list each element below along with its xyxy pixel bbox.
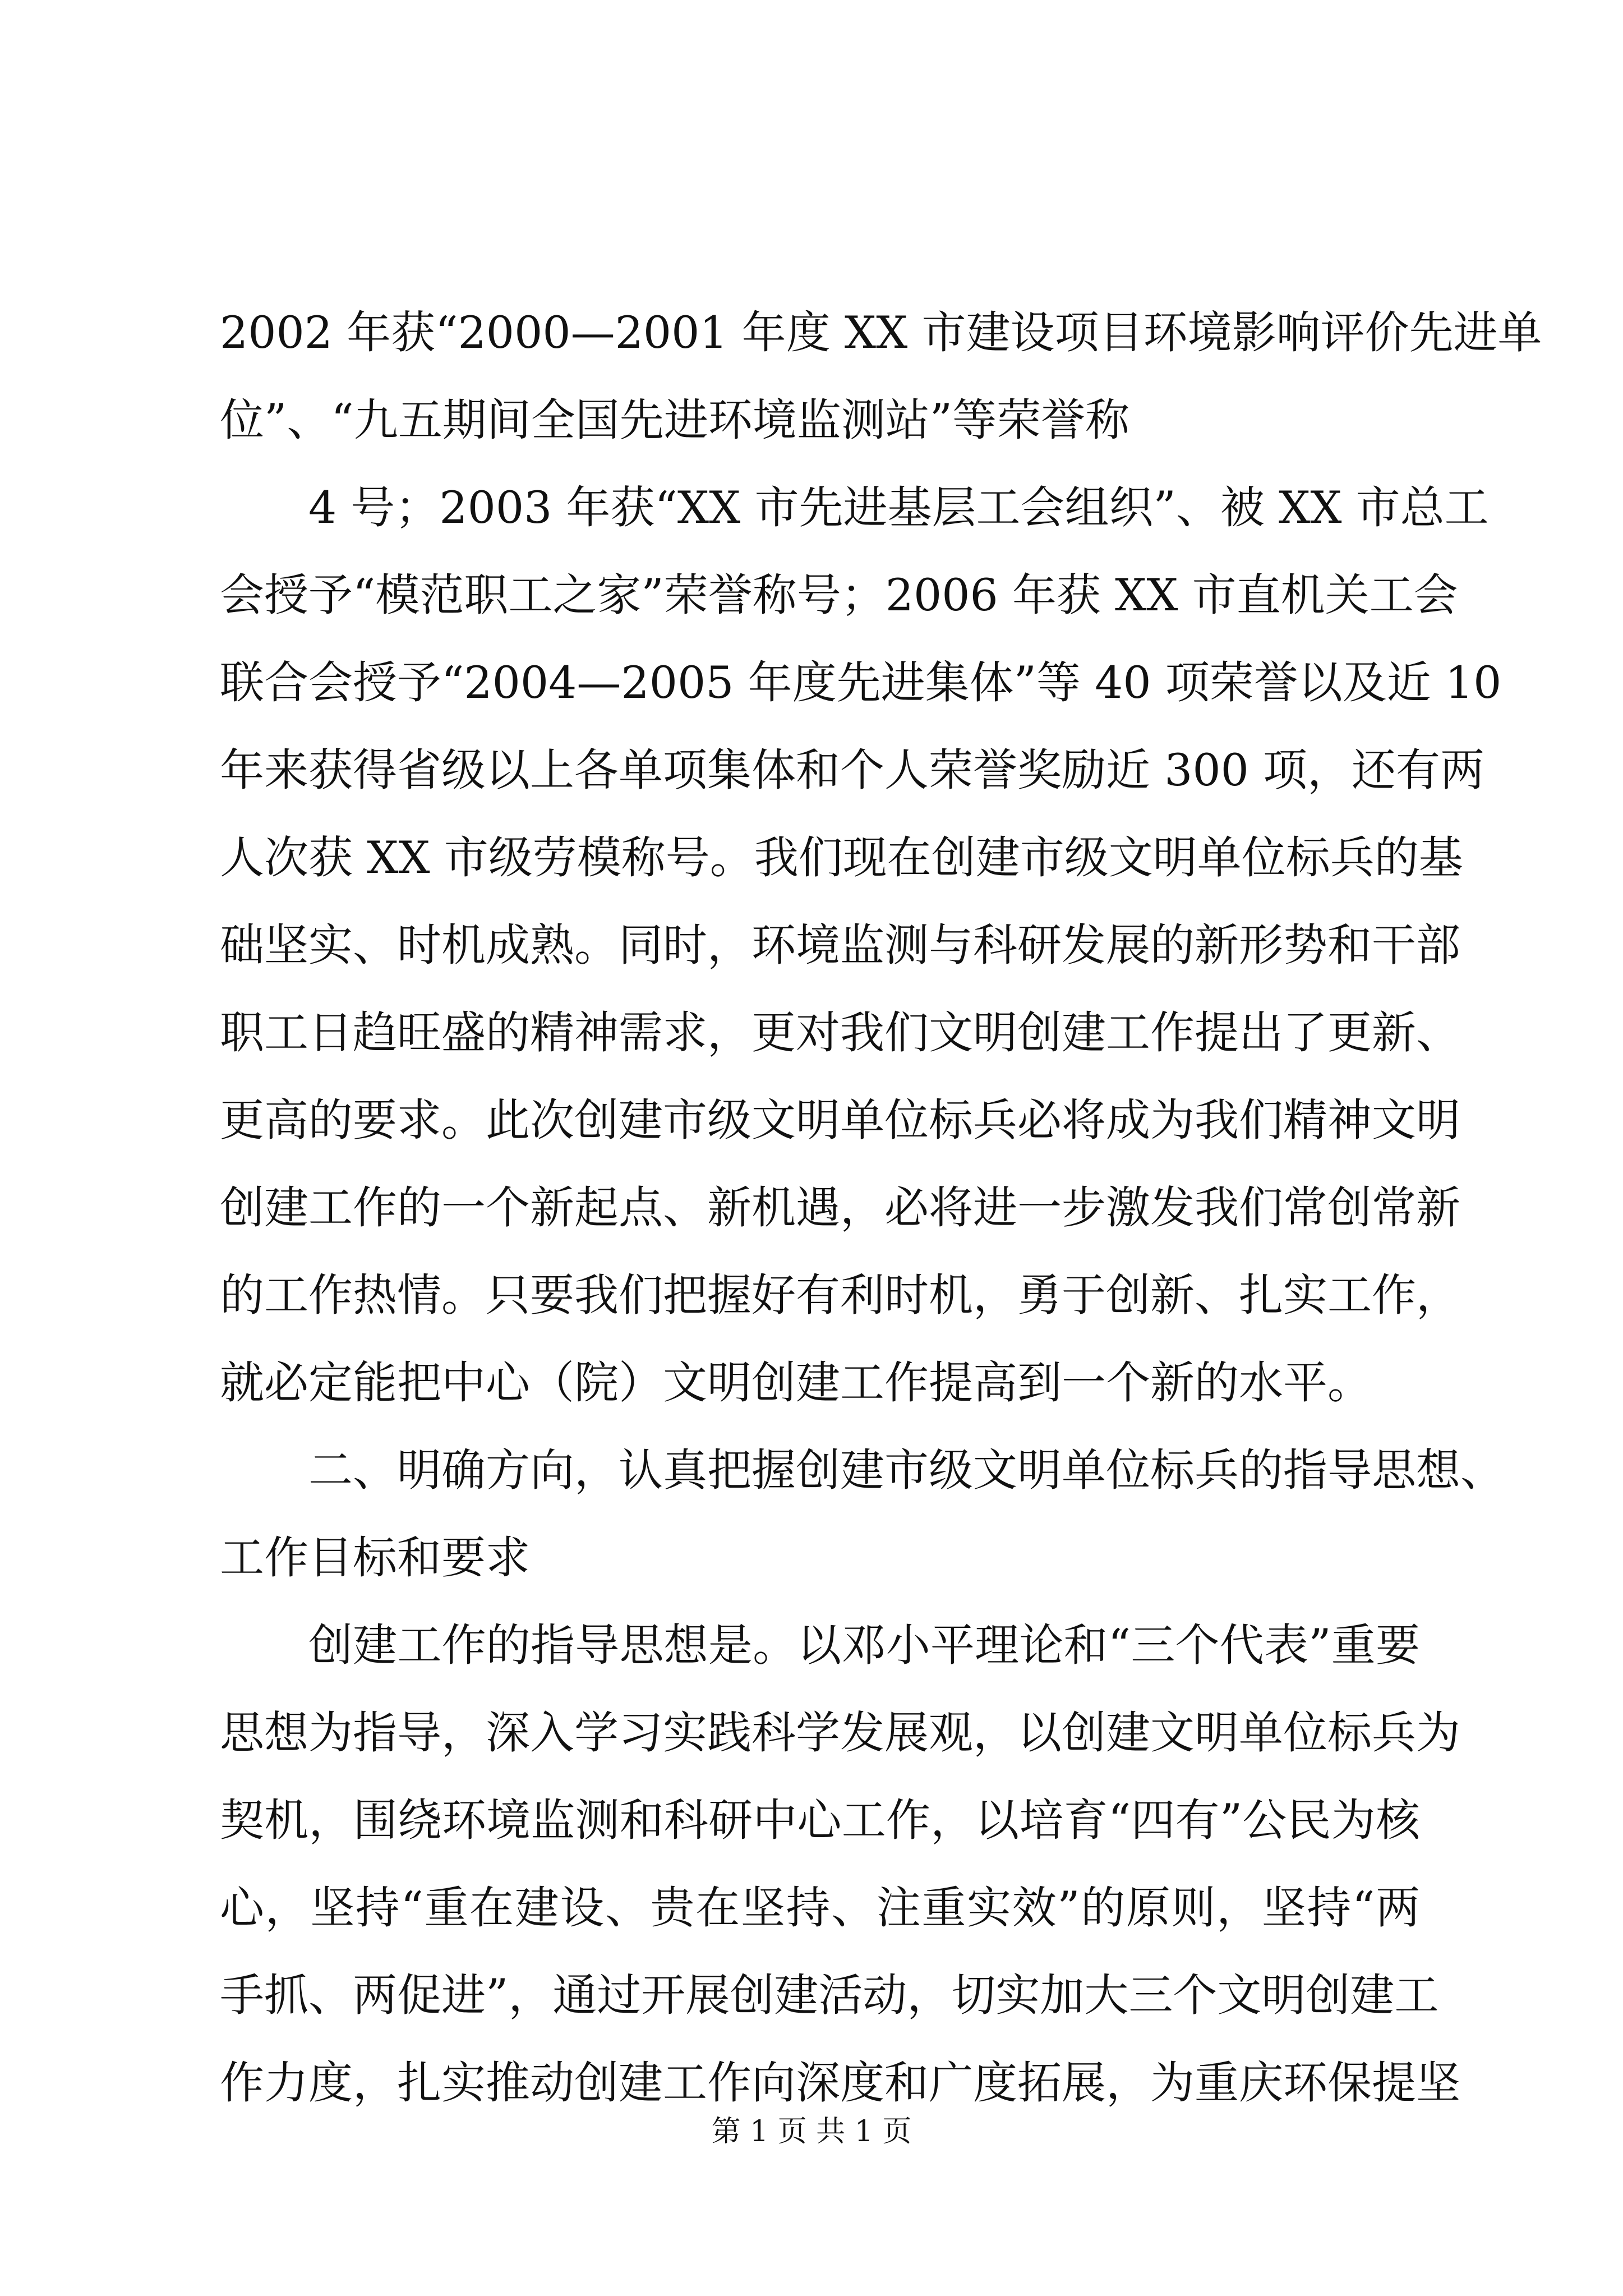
text-line: 位”、“九五期间全国先进环境监测站”等荣誉称 [220,394,1130,446]
text-line: 4 号；2003 年获“XX 市先进基层工会组织”、被 XX 市总工 [308,482,1489,533]
text-line: 础坚实、时机成熟。同时，环境监测与科研发展的新形势和干部 [220,919,1460,971]
page-footer [0,2112,1623,2151]
page-number: 第 1 页 共 1 页 [711,2115,912,2148]
text-line: 思想为指导，深入学习实践科学发展观，以创建文明单位标兵为 [220,1707,1460,1759]
text-line: 心，坚持“重在建设、贵在坚持、注重实效”的原则，坚持“两 [220,1882,1420,1934]
section-heading-line: 二、明确方向，认真把握创建市级文明单位标兵的指导思想、 [308,1444,1505,1496]
text-line: 联合会授予“2004—2005 年度先进集体”等 40 项荣誉以及近 10 [220,657,1502,708]
text-line: 年来获得省级以上各单项集体和个人荣誉奖励近 300 项，还有两 [220,744,1485,796]
text-line: 人次获 XX 市级劳模称号。我们现在创建市级文明单位标兵的基 [220,832,1463,884]
text-line: 创建工作的指导思想是。以邓小平理论和“三个代表”重要 [308,1619,1420,1671]
text-line: 作力度，扎实推动创建工作向深度和广度拓展，为重庆环保提坚 [220,2057,1460,2109]
text-line: 就必定能把中心（院）文明创建工作提高到一个新的水平。 [220,1357,1372,1409]
text-line: 契机，围绕环境监测和科研中心工作，以培育“四有”公民为核 [220,1795,1420,1846]
section-heading-line: 工作目标和要求 [220,1532,530,1584]
text-line: 更高的要求。此次创建市级文明单位标兵必将成为我们精神文明 [220,1094,1460,1146]
text-line: 职工日趋旺盛的精神需求，更对我们文明创建工作提出了更新、 [220,1007,1460,1059]
document-body [220,289,1542,2127]
text-line: 手抓、两促进”，通过开展创建活动，切实加大三个文明创建工 [220,1970,1439,2021]
text-line: 创建工作的一个新起点、新机遇，必将进一步激发我们常创常新 [220,1182,1460,1234]
text-line: 会授予“模范职工之家”荣誉称号；2006 年获 XX 市直机关工会 [220,569,1458,621]
text-line: 2002 年获“2000—2001 年度 XX 市建设项目环境影响评价先进单 [220,307,1542,358]
text-line: 的工作热情。只要我们把握好有利时机，勇于创新、扎实工作， [220,1269,1460,1321]
